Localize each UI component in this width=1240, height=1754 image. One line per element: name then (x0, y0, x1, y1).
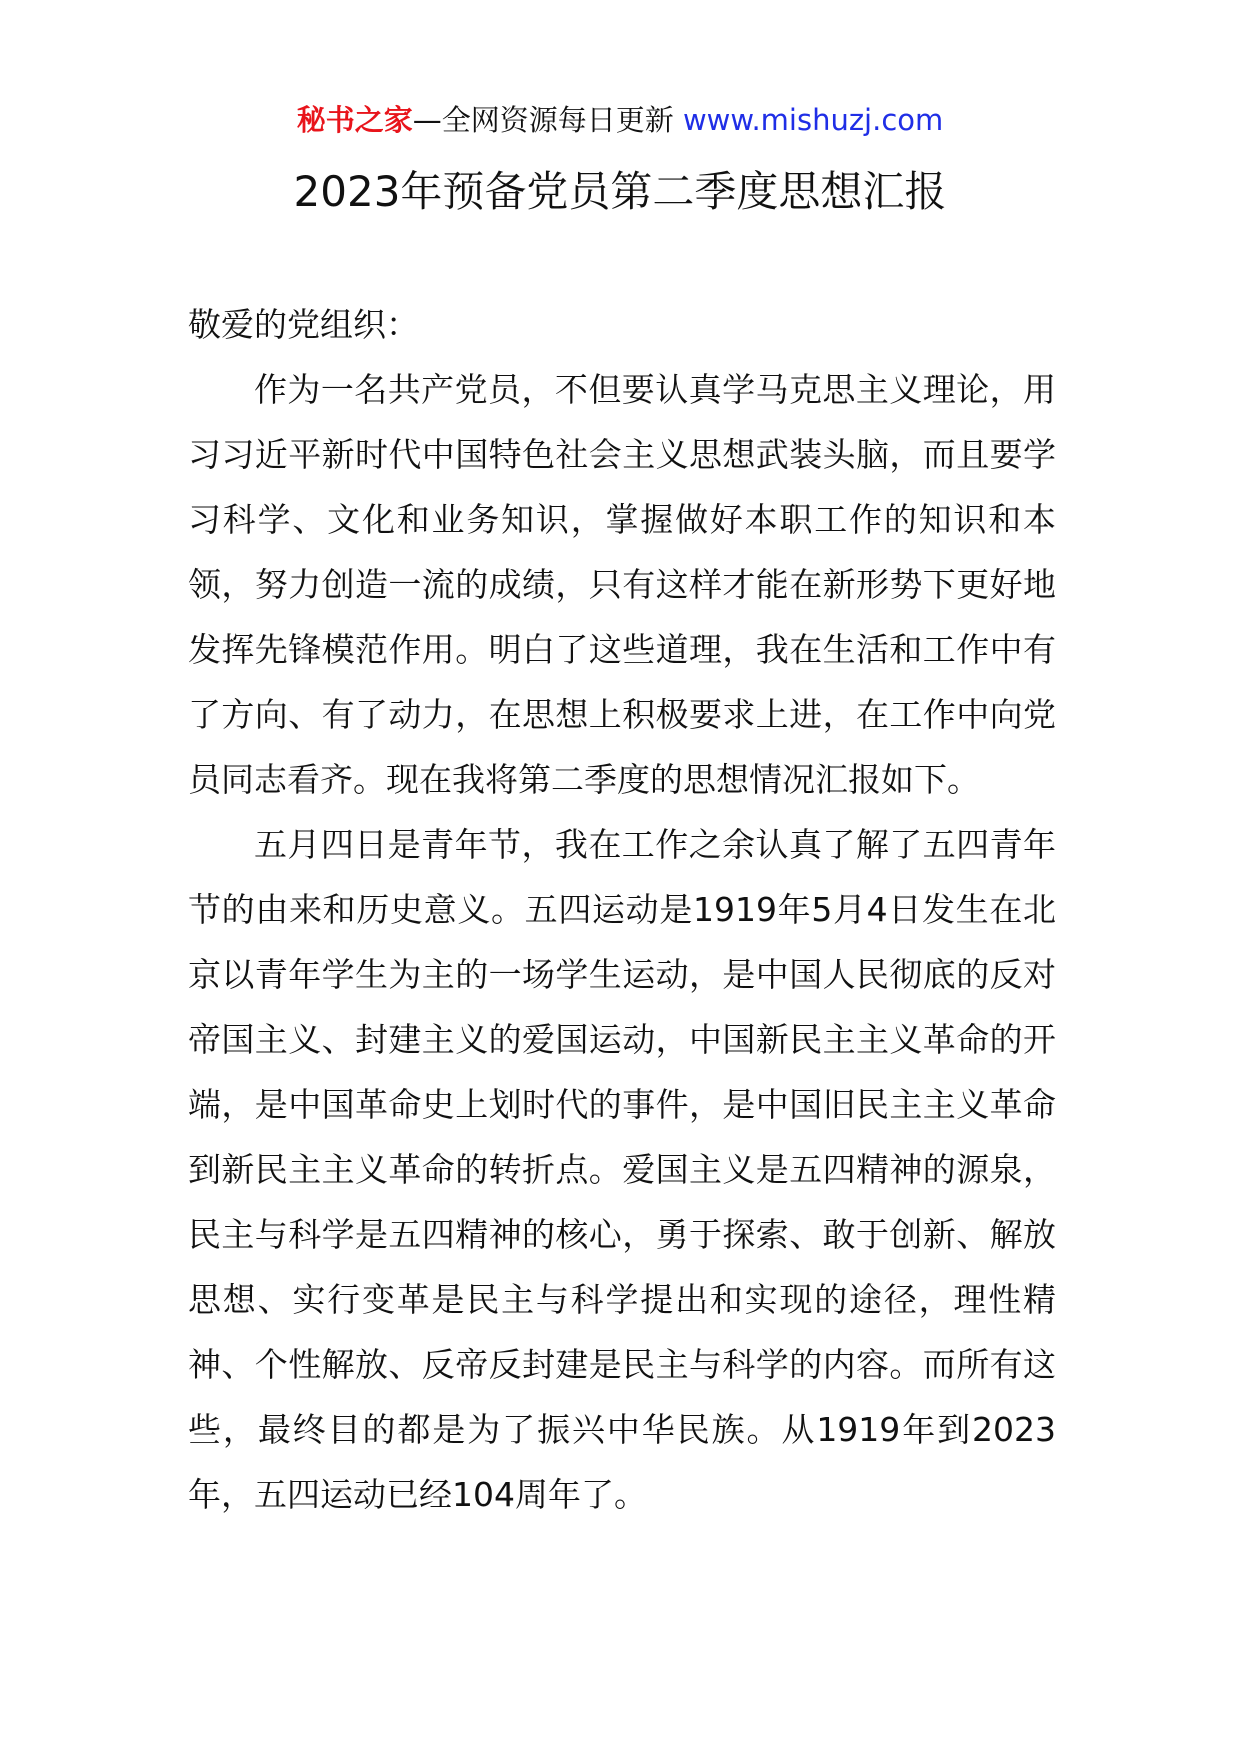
site-slogan: —全网资源每日更新 (412, 103, 674, 137)
body-paragraph-1: 作为一名共产党员，不但要认真学马克思主义理论，用习习近平新时代中国特色社会主义思想武装头脑，而且要学习科学、文化和业务知识，掌握做好本职工作的知识和本领，努力创造一流的成绩，只有这样才能在新形势下更好地发挥先锋模范作用。明白了这些道理，我在生活和工作中有了方向、有了动力，在思想上积极要求上进，在工作中向党员同志看齐。现在我将第二季度的思想情况汇报如下。 (188, 370, 1056, 799)
document-title: 2023年预备党员第二季度思想汇报 (293, 167, 947, 216)
body-paragraph-2: 五月四日是青年节，我在工作之余认真了解了五四青年节的由来和历史意义。五四运动是1919年5月4日发生在北京以青年学生为主的一场学生运动，是中国人民彻底的反对帝国主义、封建主义的爱国运动，中国新民主主义革命的开端，是中国革命史上划时代的事件，是中国旧民主主义革命到新民主主义革命的转折点。爱国主义是五四精神的源泉，民主与科学是五四精神的核心，勇于探索、敢于创新、解放思想、实行变革是民主与科学提出和实现的途径，理性精神、个性解放、反帝反封建是民主与科学的内容。而所有这些，最终目的都是为了振兴中华民族。从1919年到2023年，五四运动已经104周年了。 (188, 825, 1056, 1514)
site-url-link[interactable]: www.mishuzj.com (682, 103, 944, 137)
document-body (188, 292, 1056, 1527)
salutation: 敬爱的党组织： (188, 305, 419, 344)
site-brand: 秘书之家 (296, 103, 413, 137)
site-header (0, 100, 1240, 140)
